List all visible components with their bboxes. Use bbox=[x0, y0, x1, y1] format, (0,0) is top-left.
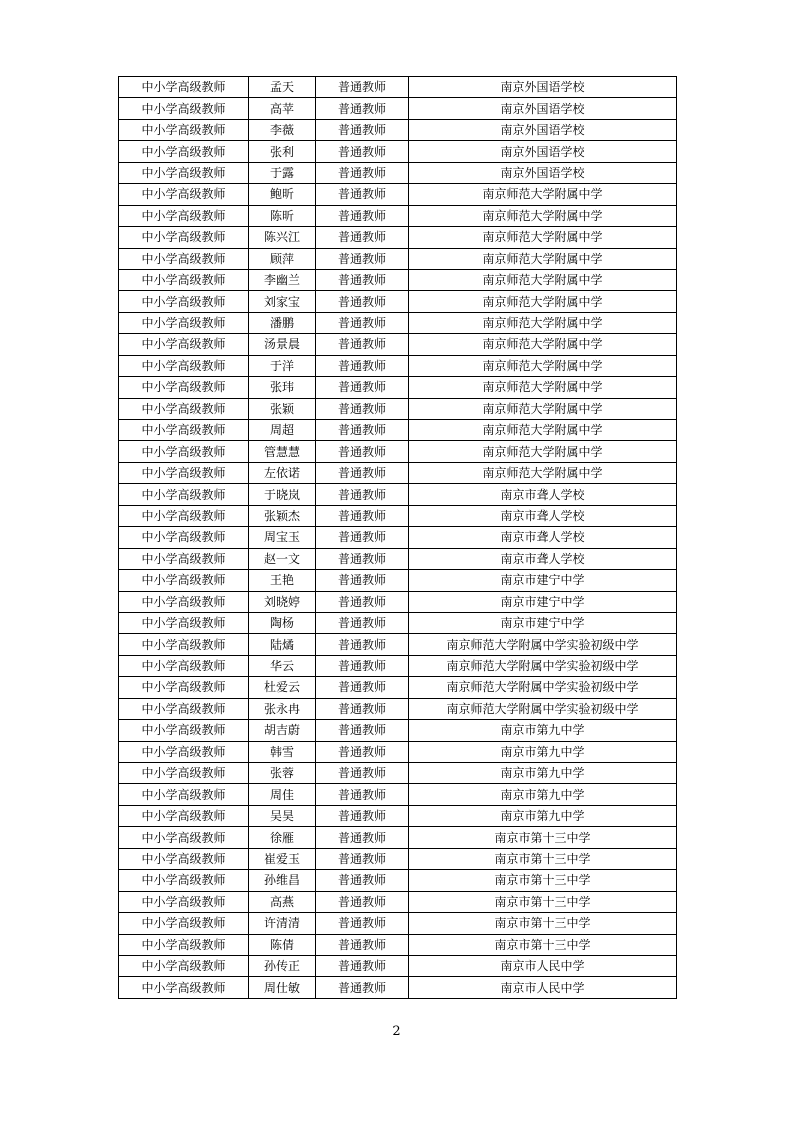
cell-school: 南京市聋人学校 bbox=[409, 548, 677, 569]
cell-school: 南京市聋人学校 bbox=[409, 505, 677, 526]
cell-position: 普通教师 bbox=[316, 612, 409, 633]
cell-position: 普通教师 bbox=[316, 655, 409, 676]
cell-job-title: 中小学高级教师 bbox=[119, 505, 249, 526]
cell-teacher-name: 陈倩 bbox=[249, 934, 316, 955]
cell-teacher-name: 孟天 bbox=[249, 77, 316, 98]
cell-position: 普通教师 bbox=[316, 698, 409, 719]
cell-school: 南京市第十三中学 bbox=[409, 913, 677, 934]
cell-position: 普通教师 bbox=[316, 548, 409, 569]
cell-job-title: 中小学高级教师 bbox=[119, 377, 249, 398]
cell-position: 普通教师 bbox=[316, 462, 409, 483]
cell-teacher-name: 孙维昌 bbox=[249, 870, 316, 891]
cell-position: 普通教师 bbox=[316, 827, 409, 848]
cell-job-title: 中小学高级教师 bbox=[119, 591, 249, 612]
cell-job-title: 中小学高级教师 bbox=[119, 848, 249, 869]
cell-teacher-name: 周佳 bbox=[249, 784, 316, 805]
cell-school: 南京师范大学附属中学 bbox=[409, 334, 677, 355]
cell-position: 普通教师 bbox=[316, 77, 409, 98]
cell-job-title: 中小学高级教师 bbox=[119, 420, 249, 441]
cell-school: 南京市第九中学 bbox=[409, 784, 677, 805]
cell-job-title: 中小学高级教师 bbox=[119, 484, 249, 505]
cell-position: 普通教师 bbox=[316, 184, 409, 205]
cell-teacher-name: 孙传正 bbox=[249, 955, 316, 976]
cell-teacher-name: 杜爱云 bbox=[249, 677, 316, 698]
cell-teacher-name: 赵一文 bbox=[249, 548, 316, 569]
table-row bbox=[119, 355, 677, 376]
cell-job-title: 中小学高级教师 bbox=[119, 955, 249, 976]
cell-school: 南京师范大学附属中学 bbox=[409, 248, 677, 269]
cell-job-title: 中小学高级教师 bbox=[119, 763, 249, 784]
cell-job-title: 中小学高级教师 bbox=[119, 548, 249, 569]
cell-school: 南京市人民中学 bbox=[409, 955, 677, 976]
cell-school: 南京师范大学附属中学 bbox=[409, 398, 677, 419]
cell-position: 普通教师 bbox=[316, 977, 409, 999]
cell-position: 普通教师 bbox=[316, 591, 409, 612]
cell-school: 南京外国语学校 bbox=[409, 162, 677, 183]
cell-school: 南京师范大学附属中学 bbox=[409, 462, 677, 483]
cell-teacher-name: 于洋 bbox=[249, 355, 316, 376]
cell-teacher-name: 张颖 bbox=[249, 398, 316, 419]
cell-position: 普通教师 bbox=[316, 934, 409, 955]
teacher-roster-table-body bbox=[119, 77, 677, 999]
cell-position: 普通教师 bbox=[316, 763, 409, 784]
cell-job-title: 中小学高级教师 bbox=[119, 870, 249, 891]
cell-job-title: 中小学高级教师 bbox=[119, 355, 249, 376]
cell-school: 南京市第十三中学 bbox=[409, 934, 677, 955]
cell-school: 南京师范大学附属中学 bbox=[409, 377, 677, 398]
table-row bbox=[119, 741, 677, 762]
cell-job-title: 中小学高级教师 bbox=[119, 462, 249, 483]
cell-teacher-name: 张利 bbox=[249, 141, 316, 162]
cell-teacher-name: 张蓉 bbox=[249, 763, 316, 784]
cell-job-title: 中小学高级教师 bbox=[119, 655, 249, 676]
table-row bbox=[119, 677, 677, 698]
cell-teacher-name: 周宝玉 bbox=[249, 527, 316, 548]
table-row bbox=[119, 784, 677, 805]
cell-school: 南京外国语学校 bbox=[409, 77, 677, 98]
table-row bbox=[119, 248, 677, 269]
table-row bbox=[119, 98, 677, 119]
cell-teacher-name: 周超 bbox=[249, 420, 316, 441]
table-row bbox=[119, 184, 677, 205]
cell-position: 普通教师 bbox=[316, 269, 409, 290]
table-row bbox=[119, 119, 677, 140]
cell-job-title: 中小学高级教师 bbox=[119, 184, 249, 205]
cell-teacher-name: 陶杨 bbox=[249, 612, 316, 633]
cell-school: 南京市第九中学 bbox=[409, 720, 677, 741]
table-row bbox=[119, 955, 677, 976]
cell-job-title: 中小学高级教师 bbox=[119, 162, 249, 183]
cell-school: 南京市聋人学校 bbox=[409, 484, 677, 505]
cell-position: 普通教师 bbox=[316, 312, 409, 333]
cell-school: 南京市建宁中学 bbox=[409, 570, 677, 591]
cell-school: 南京外国语学校 bbox=[409, 141, 677, 162]
cell-school: 南京师范大学附属中学实验初级中学 bbox=[409, 677, 677, 698]
cell-position: 普通教师 bbox=[316, 741, 409, 762]
cell-school: 南京市第九中学 bbox=[409, 805, 677, 826]
cell-school: 南京市第九中学 bbox=[409, 763, 677, 784]
table-row bbox=[119, 805, 677, 826]
cell-teacher-name: 周仕敏 bbox=[249, 977, 316, 999]
table-row bbox=[119, 227, 677, 248]
table-row bbox=[119, 848, 677, 869]
table-row bbox=[119, 570, 677, 591]
cell-teacher-name: 顾萍 bbox=[249, 248, 316, 269]
table-row bbox=[119, 377, 677, 398]
table-row bbox=[119, 591, 677, 612]
cell-job-title: 中小学高级教师 bbox=[119, 698, 249, 719]
table-row bbox=[119, 977, 677, 999]
cell-job-title: 中小学高级教师 bbox=[119, 612, 249, 633]
cell-position: 普通教师 bbox=[316, 227, 409, 248]
cell-job-title: 中小学高级教师 bbox=[119, 291, 249, 312]
cell-job-title: 中小学高级教师 bbox=[119, 827, 249, 848]
cell-job-title: 中小学高级教师 bbox=[119, 527, 249, 548]
cell-position: 普通教师 bbox=[316, 291, 409, 312]
cell-position: 普通教师 bbox=[316, 119, 409, 140]
cell-position: 普通教师 bbox=[316, 527, 409, 548]
cell-job-title: 中小学高级教师 bbox=[119, 312, 249, 333]
table-row bbox=[119, 291, 677, 312]
cell-school: 南京师范大学附属中学 bbox=[409, 291, 677, 312]
table-row bbox=[119, 398, 677, 419]
cell-school: 南京市第十三中学 bbox=[409, 848, 677, 869]
cell-teacher-name: 吴昊 bbox=[249, 805, 316, 826]
cell-job-title: 中小学高级教师 bbox=[119, 741, 249, 762]
cell-job-title: 中小学高级教师 bbox=[119, 634, 249, 655]
table-row bbox=[119, 527, 677, 548]
cell-position: 普通教师 bbox=[316, 377, 409, 398]
cell-school: 南京师范大学附属中学实验初级中学 bbox=[409, 655, 677, 676]
cell-school: 南京市人民中学 bbox=[409, 977, 677, 999]
cell-job-title: 中小学高级教师 bbox=[119, 205, 249, 226]
cell-school: 南京市第十三中学 bbox=[409, 827, 677, 848]
cell-job-title: 中小学高级教师 bbox=[119, 784, 249, 805]
cell-teacher-name: 徐雁 bbox=[249, 827, 316, 848]
table-row bbox=[119, 655, 677, 676]
cell-position: 普通教师 bbox=[316, 848, 409, 869]
cell-position: 普通教师 bbox=[316, 677, 409, 698]
cell-teacher-name: 许清清 bbox=[249, 913, 316, 934]
cell-position: 普通教师 bbox=[316, 398, 409, 419]
cell-job-title: 中小学高级教师 bbox=[119, 934, 249, 955]
table-row bbox=[119, 205, 677, 226]
cell-job-title: 中小学高级教师 bbox=[119, 398, 249, 419]
cell-position: 普通教师 bbox=[316, 484, 409, 505]
table-row bbox=[119, 141, 677, 162]
cell-position: 普通教师 bbox=[316, 570, 409, 591]
cell-position: 普通教师 bbox=[316, 441, 409, 462]
cell-teacher-name: 胡吉蔚 bbox=[249, 720, 316, 741]
table-row bbox=[119, 441, 677, 462]
cell-teacher-name: 张永冉 bbox=[249, 698, 316, 719]
cell-teacher-name: 高苹 bbox=[249, 98, 316, 119]
cell-teacher-name: 管慧慧 bbox=[249, 441, 316, 462]
cell-teacher-name: 陆燏 bbox=[249, 634, 316, 655]
cell-teacher-name: 李幽兰 bbox=[249, 269, 316, 290]
cell-school: 南京外国语学校 bbox=[409, 119, 677, 140]
cell-school: 南京师范大学附属中学 bbox=[409, 184, 677, 205]
cell-position: 普通教师 bbox=[316, 913, 409, 934]
cell-job-title: 中小学高级教师 bbox=[119, 227, 249, 248]
cell-school: 南京师范大学附属中学 bbox=[409, 205, 677, 226]
cell-school: 南京师范大学附属中学 bbox=[409, 227, 677, 248]
table-row bbox=[119, 698, 677, 719]
table-row bbox=[119, 548, 677, 569]
cell-school: 南京市聋人学校 bbox=[409, 527, 677, 548]
table-row bbox=[119, 77, 677, 98]
cell-school: 南京师范大学附属中学 bbox=[409, 269, 677, 290]
cell-teacher-name: 于露 bbox=[249, 162, 316, 183]
cell-position: 普通教师 bbox=[316, 805, 409, 826]
cell-job-title: 中小学高级教师 bbox=[119, 77, 249, 98]
cell-job-title: 中小学高级教师 bbox=[119, 248, 249, 269]
cell-school: 南京师范大学附属中学 bbox=[409, 420, 677, 441]
cell-teacher-name: 于晓岚 bbox=[249, 484, 316, 505]
table-row bbox=[119, 162, 677, 183]
table-row bbox=[119, 913, 677, 934]
cell-job-title: 中小学高级教师 bbox=[119, 805, 249, 826]
table-row bbox=[119, 462, 677, 483]
cell-school: 南京师范大学附属中学 bbox=[409, 312, 677, 333]
cell-teacher-name: 刘晓婷 bbox=[249, 591, 316, 612]
cell-teacher-name: 刘家宝 bbox=[249, 291, 316, 312]
table-row bbox=[119, 870, 677, 891]
cell-school: 南京市建宁中学 bbox=[409, 612, 677, 633]
table-row bbox=[119, 505, 677, 526]
cell-teacher-name: 潘鹏 bbox=[249, 312, 316, 333]
cell-position: 普通教师 bbox=[316, 162, 409, 183]
cell-school: 南京市第十三中学 bbox=[409, 870, 677, 891]
cell-teacher-name: 鲍昕 bbox=[249, 184, 316, 205]
cell-teacher-name: 陈兴江 bbox=[249, 227, 316, 248]
cell-teacher-name: 张颖杰 bbox=[249, 505, 316, 526]
cell-position: 普通教师 bbox=[316, 98, 409, 119]
cell-school: 南京外国语学校 bbox=[409, 98, 677, 119]
cell-position: 普通教师 bbox=[316, 205, 409, 226]
cell-teacher-name: 张玮 bbox=[249, 377, 316, 398]
table-row bbox=[119, 891, 677, 912]
cell-teacher-name: 王艳 bbox=[249, 570, 316, 591]
cell-school: 南京师范大学附属中学实验初级中学 bbox=[409, 634, 677, 655]
table-row bbox=[119, 827, 677, 848]
cell-teacher-name: 高燕 bbox=[249, 891, 316, 912]
cell-job-title: 中小学高级教师 bbox=[119, 334, 249, 355]
cell-position: 普通教师 bbox=[316, 870, 409, 891]
cell-teacher-name: 汤景晨 bbox=[249, 334, 316, 355]
cell-teacher-name: 华云 bbox=[249, 655, 316, 676]
table-row bbox=[119, 312, 677, 333]
cell-job-title: 中小学高级教师 bbox=[119, 119, 249, 140]
cell-school: 南京师范大学附属中学实验初级中学 bbox=[409, 698, 677, 719]
cell-position: 普通教师 bbox=[316, 334, 409, 355]
cell-teacher-name: 韩雪 bbox=[249, 741, 316, 762]
cell-job-title: 中小学高级教师 bbox=[119, 913, 249, 934]
cell-job-title: 中小学高级教师 bbox=[119, 269, 249, 290]
cell-job-title: 中小学高级教师 bbox=[119, 891, 249, 912]
table-row bbox=[119, 634, 677, 655]
cell-school: 南京市第九中学 bbox=[409, 741, 677, 762]
cell-school: 南京市建宁中学 bbox=[409, 591, 677, 612]
cell-school: 南京师范大学附属中学 bbox=[409, 355, 677, 376]
table-row bbox=[119, 334, 677, 355]
cell-teacher-name: 崔爱玉 bbox=[249, 848, 316, 869]
cell-teacher-name: 陈昕 bbox=[249, 205, 316, 226]
cell-position: 普通教师 bbox=[316, 784, 409, 805]
cell-position: 普通教师 bbox=[316, 720, 409, 741]
table-row bbox=[119, 612, 677, 633]
cell-job-title: 中小学高级教师 bbox=[119, 570, 249, 591]
cell-job-title: 中小学高级教师 bbox=[119, 720, 249, 741]
cell-school: 南京师范大学附属中学 bbox=[409, 441, 677, 462]
table-row bbox=[119, 934, 677, 955]
cell-position: 普通教师 bbox=[316, 141, 409, 162]
cell-job-title: 中小学高级教师 bbox=[119, 98, 249, 119]
cell-position: 普通教师 bbox=[316, 634, 409, 655]
table-row bbox=[119, 763, 677, 784]
cell-job-title: 中小学高级教师 bbox=[119, 977, 249, 999]
cell-position: 普通教师 bbox=[316, 505, 409, 526]
cell-job-title: 中小学高级教师 bbox=[119, 677, 249, 698]
cell-position: 普通教师 bbox=[316, 891, 409, 912]
cell-position: 普通教师 bbox=[316, 420, 409, 441]
table-row bbox=[119, 720, 677, 741]
cell-position: 普通教师 bbox=[316, 355, 409, 376]
teacher-roster-table bbox=[118, 76, 677, 999]
cell-school: 南京市第十三中学 bbox=[409, 891, 677, 912]
page-number: 2 bbox=[392, 1024, 401, 1039]
cell-job-title: 中小学高级教师 bbox=[119, 141, 249, 162]
cell-job-title: 中小学高级教师 bbox=[119, 441, 249, 462]
table-row bbox=[119, 420, 677, 441]
table-row bbox=[119, 269, 677, 290]
cell-position: 普通教师 bbox=[316, 248, 409, 269]
cell-position: 普通教师 bbox=[316, 955, 409, 976]
table-row bbox=[119, 484, 677, 505]
cell-teacher-name: 李薇 bbox=[249, 119, 316, 140]
cell-teacher-name: 左依诺 bbox=[249, 462, 316, 483]
